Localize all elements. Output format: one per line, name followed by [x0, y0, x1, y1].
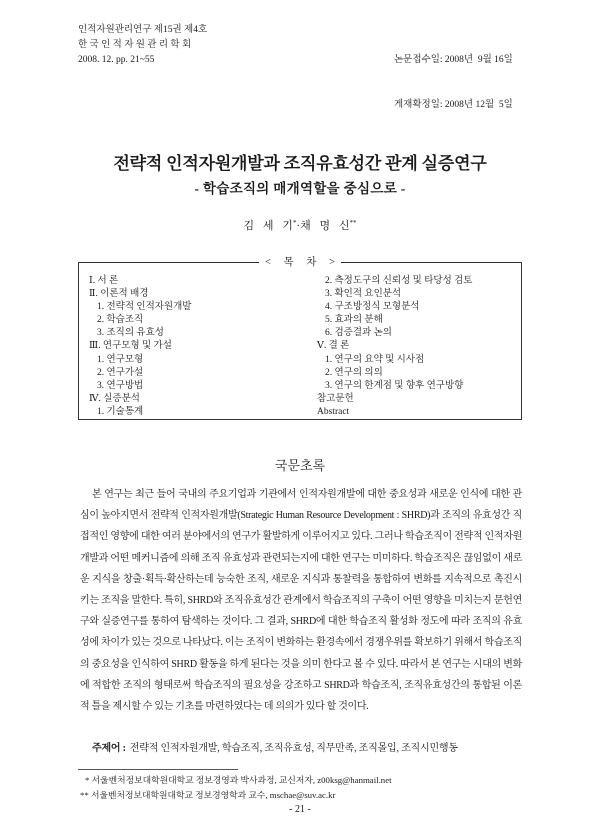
- toc-item: 6. 검증결과 논의: [325, 328, 392, 339]
- keywords: [92, 742, 458, 756]
- author-mark: *: [292, 219, 297, 227]
- keywords-list: 전략적 인적자원개발, 학습조직, 조직유효성, 직무만족, 조직몰입, 조직시민행동: [129, 743, 458, 754]
- toc-heading: [79, 256, 521, 269]
- paper-subtitle: - 학습조직의 매개역할을 중심으로 -: [194, 181, 406, 196]
- footnote-author-1: * 서울벤처정보대학원대학교 정보경영과 박사과정, 교신저자, z00ksg@hanmail.net: [85, 775, 392, 785]
- toc-item: 참고문헌: [317, 393, 354, 404]
- toc-item: Ⅴ. 결 론: [317, 341, 350, 352]
- footnote-author-2: ** 서울벤처정보대학원대학교 정보경영학과 교수, mschae@suv.ac.kr: [80, 789, 336, 800]
- toc-item: 2. 연구가설: [97, 367, 144, 378]
- received-date: 논문접수일: 2008년 9월 16일: [394, 55, 513, 65]
- toc-right-column: [317, 275, 472, 419]
- author-mark: **: [349, 219, 357, 227]
- journal-volume: 인적자원관리연구 제15권 제4호: [78, 25, 208, 35]
- toc-item: 2. 측정도구의 신뢰성 및 타당성 검토: [325, 276, 473, 286]
- toc-item: 1. 기술통계: [97, 406, 144, 417]
- toc-heading-label: < 목 차 >: [259, 257, 341, 268]
- toc-item: Ⅰ. 서 론: [89, 276, 119, 286]
- accepted-date: 게재확정일: 2008년 12월 5일: [394, 100, 513, 110]
- journal-society: 한 국 인 적 자 원 관 리 학 회: [78, 40, 192, 50]
- author-separator: ·: [296, 220, 301, 232]
- author-name: 채 명 신: [300, 220, 350, 232]
- toc-item: 5. 효과의 분해: [325, 315, 383, 326]
- toc-item: Ⅱ. 이론적 배경: [89, 289, 149, 300]
- toc-item: Ⅲ. 연구모형 및 가설: [89, 341, 172, 352]
- abstract-body: 본 연구는 최근 들어 국내의 주요기업과 기관에서 인적자원개발에 대한 중요성과 새로운 인식에 대한 관심이 높아지면서 전략적 인적자원개발(Strategic Human Resource Development : SHRD)과 조직의 유효성간 직접적인 영향에 대한 여러 분야에서의 연구가 활발하게 이루어지고 있다. 그러나 학습조직이 전략적 인적자원개발과 어떤 메커니즘에 의해 조직 유효성과 관련되는지에 대한 연구는 미미하다. 학습조직은 끊임없이 새로운 지식을 창출·획득·확산하는데 능숙한 조직, 새로운 지식과 통찰력을 통합하여 변화를 지속적으로 촉진시키는 조직을 말한다. 특히, SHRD와 조직유효성간 관계에서 학습조직의 구축이 어떤 영향을 미치는지 문헌연구와 실증연구를 통하여 탐색하는 것이다. 그 결과, SHRD에 대한 학습조직 활성화 정도에 따라 조직의 유효성에 차이가 있는 것으로 나타났다. 이는 조직이 변화하는 환경속에서 경쟁우위를 확보하기 위해서 학습조직의 중요성을 인식하여 SHRD 활동을 하게 된다는 것을 의미 한다고 볼 수 있다. 따라서 본 연구는 시대의 변화에 적합한 조직의 형태로써 학습조직의 필요성을 강조하고 SHRD과 학습조직, 조직유효성간의 통합된 이론적 틀을 제시할 수 있는 기초를 마련하였다는 데 의의가 있다 할 것이다.: [80, 489, 522, 713]
- toc-item: 3. 조직의 유효성: [97, 328, 164, 339]
- toc-item: 1. 연구의 요약 및 시사점: [325, 354, 425, 365]
- toc-item: 2. 학습조직: [97, 315, 144, 326]
- journal-pages: 2008. 12. pp. 21~55: [78, 55, 155, 65]
- submission-dates: [394, 23, 513, 128]
- footnotes: [80, 773, 392, 802]
- paper-title: 전략적 인적자원개발과 조직유효성간 관계 실증연구: [113, 154, 487, 173]
- footnote-divider: [78, 769, 238, 770]
- journal-info: [78, 23, 207, 68]
- toc-item: 3. 연구방법: [97, 380, 144, 391]
- toc-left-column: [89, 275, 191, 419]
- toc-item: 1. 전략적 인적자원개발: [97, 302, 192, 313]
- author-name: 김 세 기: [243, 220, 293, 232]
- toc-item: 4. 구조방정식 모형분석: [325, 302, 420, 313]
- toc-item: 1. 연구모형: [97, 354, 144, 365]
- authors: [0, 217, 600, 233]
- toc-item: 3. 연구의 한계점 및 향후 연구방향: [325, 380, 464, 391]
- toc-item: 3. 확인적 요인분석: [325, 289, 402, 300]
- toc-item: Ⅳ. 실증분석: [89, 393, 140, 404]
- page-number: - 21 -: [289, 804, 311, 815]
- abstract-heading: 국문초록: [274, 458, 326, 473]
- table-of-contents: [78, 257, 522, 420]
- keywords-label: 주제어 :: [92, 743, 126, 754]
- toc-item: 2. 연구의 의의: [325, 367, 383, 378]
- toc-item: Abstract: [317, 406, 350, 417]
